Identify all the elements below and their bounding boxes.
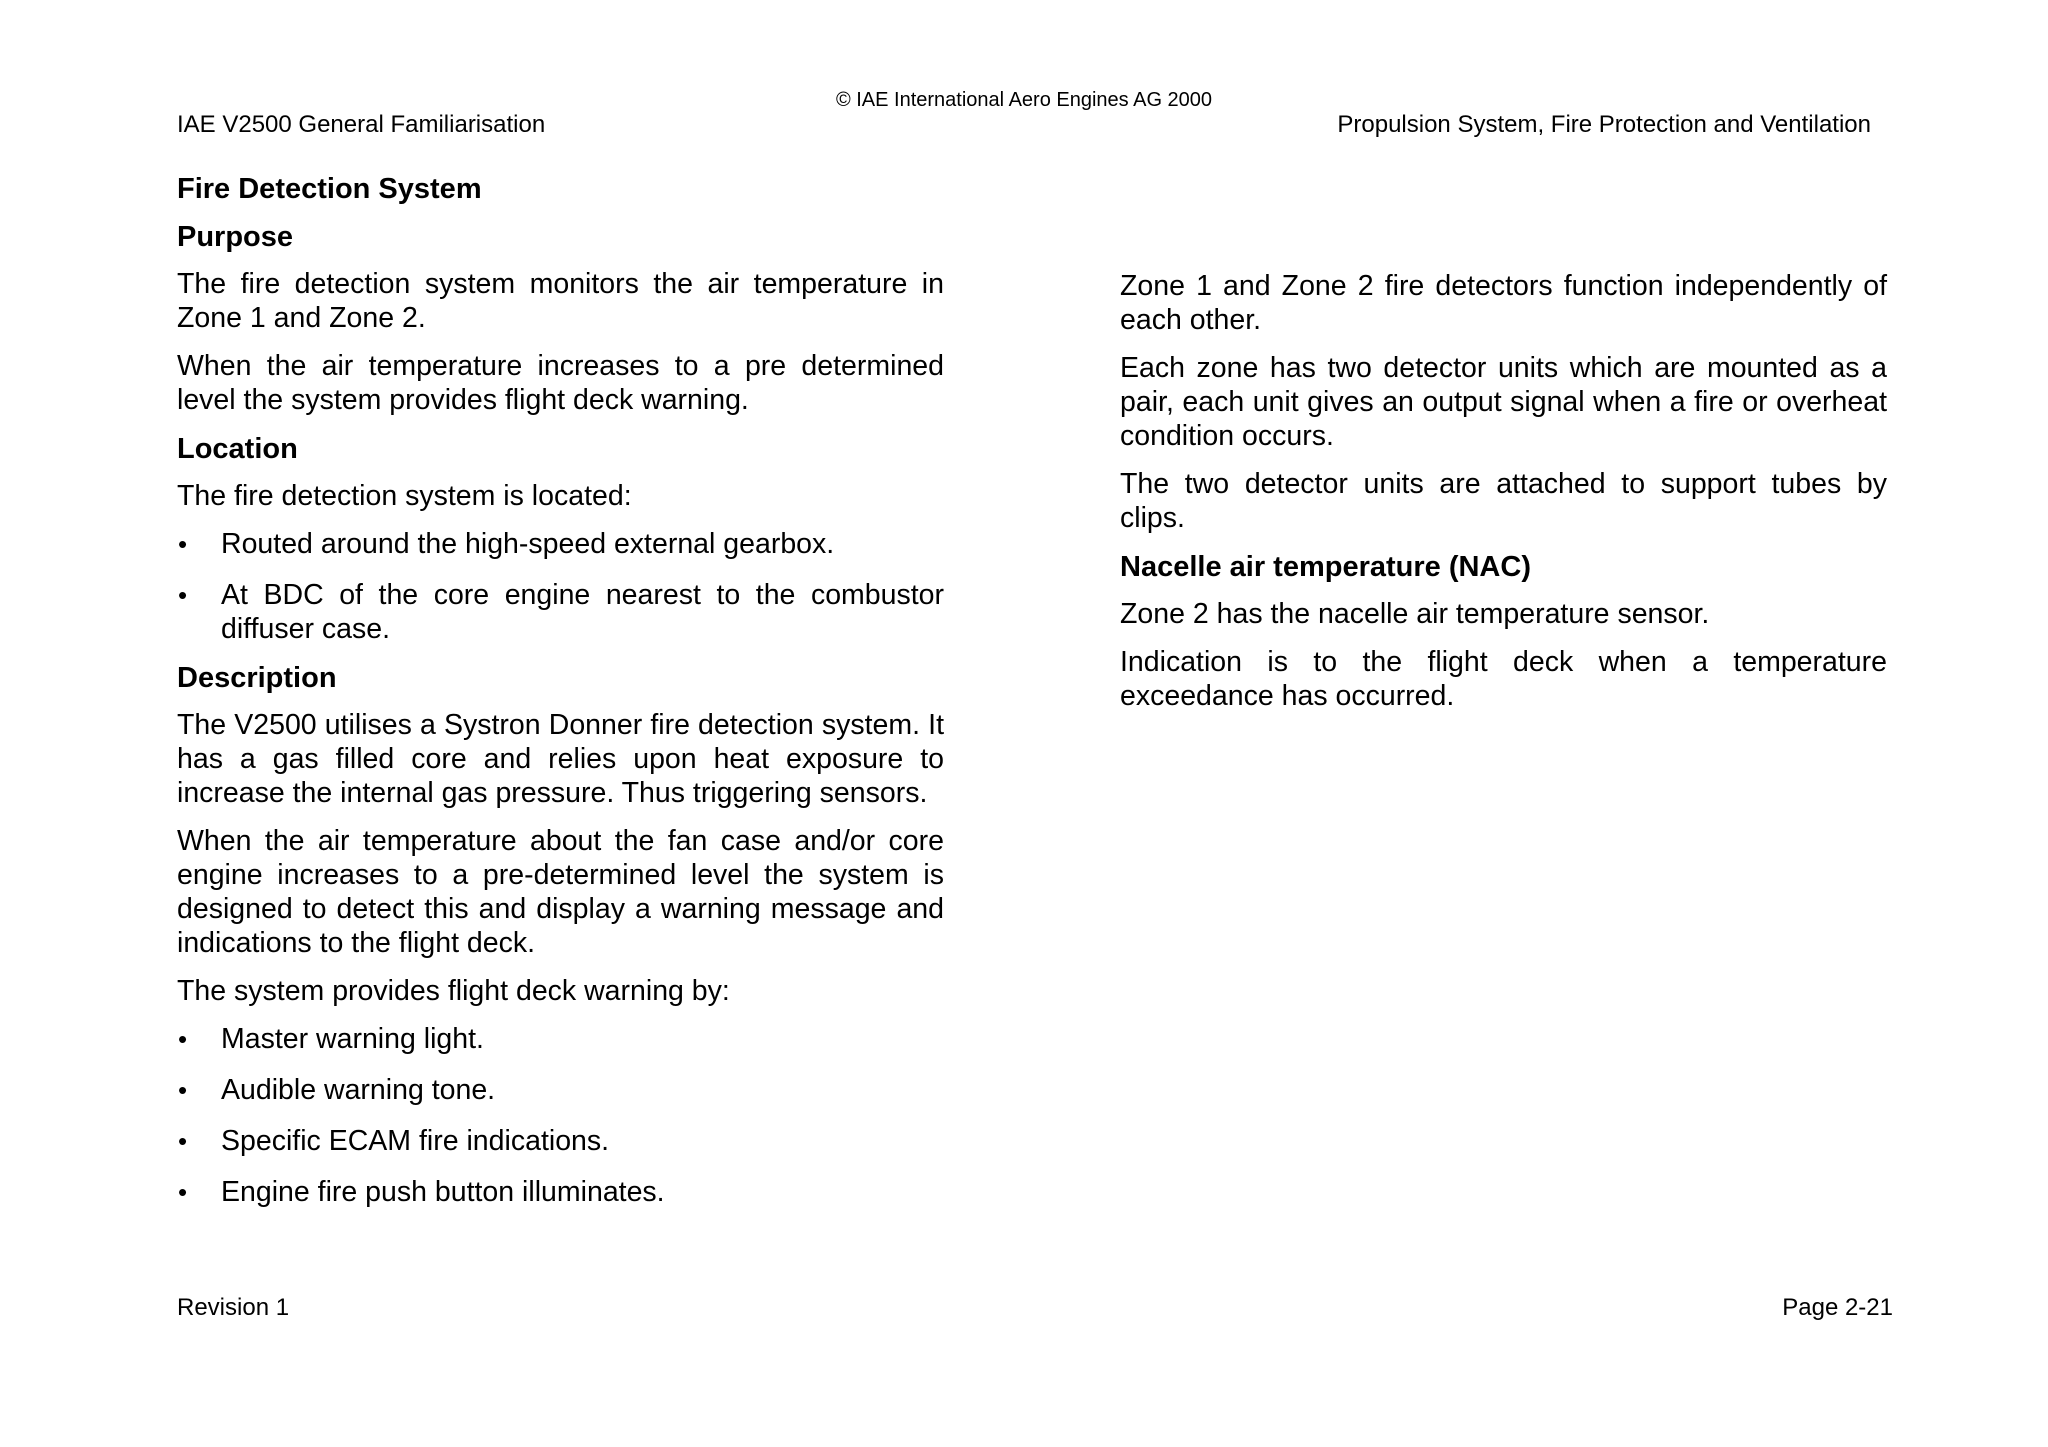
purpose-heading: Purpose: [177, 221, 294, 253]
zones-paragraph: Zone 1 and Zone 2 fire detectors function independently of each other.: [1120, 270, 1887, 336]
list-item: [177, 1022, 944, 1056]
right-column: [1120, 269, 1887, 727]
document-title: IAE V2500 General Familiarisation: [177, 111, 546, 138]
warning-list: [177, 1022, 944, 1209]
copyright-notice: © IAE International Aero Engines AG 2000: [835, 89, 1213, 111]
detector-units-paragraph: Each zone has two detector units which are mounted as a pair, each unit gives an output signal when a fire or overheat condition occurs.: [1120, 352, 1887, 452]
nac-paragraph: Zone 2 has the nacelle air temperature sensor.: [1120, 598, 1710, 630]
page-number: Page 2-21: [1782, 1294, 1893, 1321]
purpose-paragraph: The fire detection system monitors the air temperature in Zone 1 and Zone 2.: [177, 268, 944, 334]
left-column: [177, 171, 944, 1223]
location-heading: Location: [177, 433, 298, 465]
nac-heading: Nacelle air temperature (NAC): [1120, 551, 1531, 583]
list-item-text: Audible warning tone.: [221, 1074, 496, 1106]
location-list: [177, 527, 944, 646]
list-item-text: Engine fire push button illuminates.: [221, 1176, 665, 1208]
list-item: [177, 578, 944, 646]
description-paragraph: When the air temperature about the fan case and/or core engine increases to a pre-determined level the system is designed to detect this and display a warning message and indications to the flight deck.: [177, 825, 944, 959]
bullet-icon: •: [178, 529, 188, 559]
list-item: [177, 1175, 944, 1209]
location-intro: The fire detection system is located:: [177, 480, 632, 512]
purpose-paragraph: When the air temperature increases to a pre determined level the system provides flight deck warning.: [177, 350, 944, 416]
list-item-text: At BDC of the core engine nearest to the combustor diffuser case.: [221, 579, 944, 645]
revision-label: Revision 1: [177, 1294, 290, 1321]
bullet-icon: •: [178, 1075, 188, 1105]
bullet-icon: •: [178, 1024, 188, 1054]
list-item: [177, 1124, 944, 1158]
nac-paragraph: Indication is to the flight deck when a temperature exceedance has occurred.: [1120, 646, 1887, 712]
chapter-title: Propulsion System, Fire Protection and Ventilation: [1337, 111, 1871, 138]
list-item-text: Master warning light.: [221, 1023, 484, 1055]
warning-intro: The system provides flight deck warning by:: [177, 975, 730, 1007]
bullet-icon: •: [178, 1126, 188, 1156]
bullet-icon: •: [178, 1177, 188, 1207]
section-title: Fire Detection System: [177, 173, 482, 205]
list-item: [177, 1073, 944, 1107]
support-tubes-paragraph: The two detector units are attached to support tubes by clips.: [1120, 468, 1887, 534]
list-item: [177, 527, 944, 561]
description-paragraph: The V2500 utilises a Systron Donner fire detection system. It has a gas filled core and relies upon heat exposure to increase the internal gas pressure. Thus triggering sensors.: [177, 709, 944, 809]
list-item-text: Specific ECAM fire indications.: [221, 1125, 610, 1157]
bullet-icon: •: [178, 580, 188, 610]
list-item-text: Routed around the high-speed external gearbox.: [221, 528, 835, 560]
description-heading: Description: [177, 662, 337, 694]
